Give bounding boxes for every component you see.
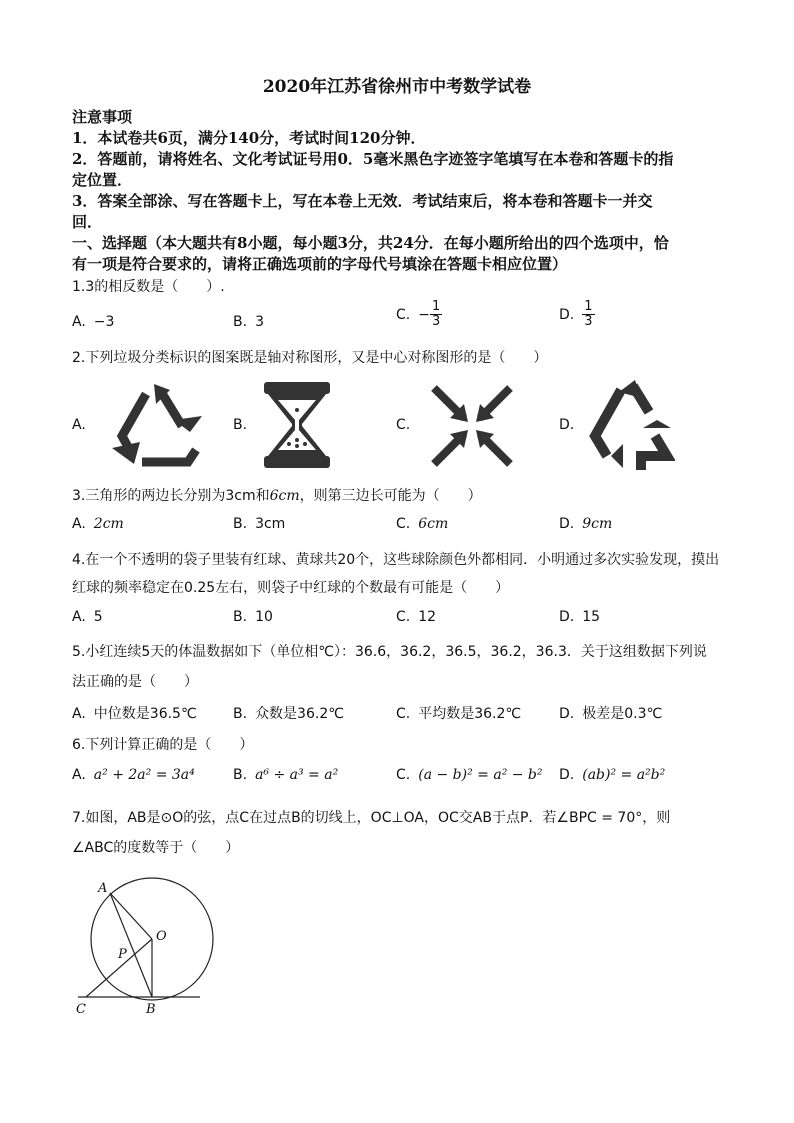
q3-b-label: B. [233, 516, 248, 532]
q2-c-label: C. [396, 417, 411, 433]
circle-geometry-figure [70, 872, 220, 1022]
q6-option-d [559, 767, 665, 783]
q4-option-c [396, 609, 436, 625]
q1-d-denominator: 3 [584, 314, 593, 330]
q6-c-value: (a − b)² = a² − b² [418, 767, 543, 783]
q4-a-value: 5 [93, 609, 103, 625]
section1-line-1: 一、选择题（本大题共有8小题，每小题3分，共24分．在每小题所给出的四个选项中，恰 [72, 234, 669, 252]
q2-d-label: D. [559, 417, 575, 433]
q6-option-c [396, 767, 543, 783]
notes-line-5: 回． [72, 213, 103, 231]
q5-line-2: 法正确的是（ ） [72, 674, 198, 690]
q4-option-d [559, 609, 600, 625]
q1-d-label: D. [559, 306, 575, 323]
q6-a-value: a² + 2a² = 3a⁴ [93, 767, 195, 783]
q1-b-label: B. [233, 314, 248, 330]
q3-option-d [559, 516, 612, 532]
q1-c-numerator: 1 [431, 299, 441, 314]
q1-a-label: A. [72, 314, 86, 330]
notes-line-3: 定位置． [72, 171, 133, 189]
q6-a-label: A. [72, 767, 86, 783]
q5-b-label: B. [233, 706, 248, 722]
four-arrows-icon [430, 384, 514, 468]
q3-d-value: 9cm [582, 516, 613, 532]
q1-b-value: 3 [255, 314, 264, 330]
notes-heading: 注意事项 [72, 108, 133, 126]
q4-line-1: 4.在一个不透明的袋子里装有红球、黄球共20个，这些球除颜色外都相同．小明通过多次实验发现，摸出 [72, 552, 720, 568]
q1-c-sign: − [418, 306, 430, 323]
q3-d-label: D. [559, 516, 575, 532]
q1-a-value: −3 [93, 314, 115, 330]
q4-b-value: 10 [255, 609, 273, 625]
q2-b-label: B. [233, 417, 248, 433]
q7-line-1: 7.如图，AB是⊙O的弦，点C在过点B的切线上，OC⊥OA，OC交AB于点P．若∠BPC = 70°，则 [72, 810, 671, 826]
q5-option-b [233, 703, 344, 723]
q3-a-value: 2cm [93, 516, 124, 532]
q3-stem-mid: 6cm [269, 488, 300, 504]
q1-d-fraction [582, 300, 594, 330]
q2-stem: 2.下列垃圾分类标识的图案既是轴对称图形，又是中心对称图形的是（ ） [72, 350, 548, 366]
point-a-label: A [98, 881, 108, 896]
q1-stem: 1.3的相反数是（ ）. [72, 279, 225, 295]
recycle-triangle-icon [104, 380, 204, 472]
q4-c-label: C. [396, 609, 411, 625]
q4-b-label: B. [233, 609, 248, 625]
q1-option-a [72, 314, 114, 330]
page-title: 2020年江苏省徐州市中考数学试卷 [262, 77, 532, 97]
q5-d-value: 极差是0.3℃ [582, 706, 663, 722]
q5-a-value: 中位数是36.5℃ [93, 706, 197, 722]
q6-b-value: a⁶ ÷ a³ = a² [255, 767, 339, 783]
q4-option-b [233, 609, 273, 625]
q3-c-value: 6cm [418, 516, 449, 532]
point-c-label: C [76, 1002, 86, 1017]
q6-option-a [72, 767, 195, 783]
notes-line-4: 3．答案全部涂、写在答题卡上，写在本卷上无效．考试结束后，将本卷和答题卡一并交 [72, 192, 653, 210]
segment-oa [110, 893, 152, 939]
q6-c-label: C. [396, 767, 411, 783]
q4-option-a [72, 609, 103, 625]
q6-stem: 6.下列计算正确的是（ ） [72, 737, 254, 753]
q4-line-2: 红球的频率稳定在0.25左右，则袋子中红球的个数最有可能是（ ） [72, 580, 510, 596]
q2-a-label: A. [72, 417, 86, 433]
q1-option-b [233, 314, 264, 330]
hourglass-icon [262, 380, 332, 470]
q6-d-label: D. [559, 767, 575, 783]
q6-d-value: (ab)² = a²b² [582, 767, 666, 783]
q3-stem [72, 485, 482, 505]
q4-d-label: D. [559, 609, 575, 625]
q7-line-2: ∠ABC的度数等于（ ） [72, 840, 240, 856]
q5-d-label: D. [559, 706, 575, 722]
q3-option-c [396, 516, 448, 532]
q5-option-c [396, 703, 521, 723]
q3-b-value: 3cm [255, 516, 286, 532]
q5-line-1: 5.小红连续5天的体温数据如下（单位相℃）：36.6，36.2，36.5，36.2，36.3．关于这组数据下列说 [72, 644, 707, 660]
q3-option-b [233, 516, 285, 532]
q3-c-label: C. [396, 516, 411, 532]
q5-c-value: 平均数是36.2℃ [418, 706, 522, 722]
q1-c-label: C. [396, 306, 411, 323]
q6-option-b [233, 767, 338, 783]
q5-a-label: A. [72, 706, 86, 722]
q5-c-label: C. [396, 706, 411, 722]
q1-d-numerator: 1 [584, 299, 593, 314]
point-b-label: B [146, 1002, 156, 1017]
q5-option-d [559, 703, 662, 723]
q4-a-label: A. [72, 609, 86, 625]
q4-c-value: 12 [418, 609, 437, 625]
point-o-label: O [156, 929, 167, 944]
q4-d-value: 15 [582, 609, 601, 625]
section1-line-2: 有一项是符合要求的，请将正确选项前的字母代号填涂在答题卡相应位置） [72, 255, 568, 273]
q3-stem-post: ，则第三边长可能为（ ） [299, 488, 482, 504]
point-p-label: P [118, 947, 127, 962]
q1-option-d [559, 300, 595, 330]
notes-line-1: 1．本试卷共6页，满分140分，考试时间120分钟． [72, 129, 426, 147]
q3-option-a [72, 516, 124, 532]
q3-stem-pre: 3.三角形的两边长分别为3cm和 [72, 488, 270, 504]
q1-c-denominator: 3 [431, 314, 441, 330]
q5-option-a [72, 703, 197, 723]
q6-b-label: B. [233, 767, 248, 783]
q3-a-label: A. [72, 516, 86, 532]
q1-c-fraction [430, 300, 442, 330]
q1-option-c [396, 300, 442, 330]
notes-line-2: 2．答题前，请将姓名、文化考试证号用0．5毫米黑色字迹签字笔填写在本卷和答题卡的指 [72, 150, 674, 168]
q5-b-value: 众数是36.2℃ [255, 706, 344, 722]
recycle-loop-icon [585, 378, 675, 474]
